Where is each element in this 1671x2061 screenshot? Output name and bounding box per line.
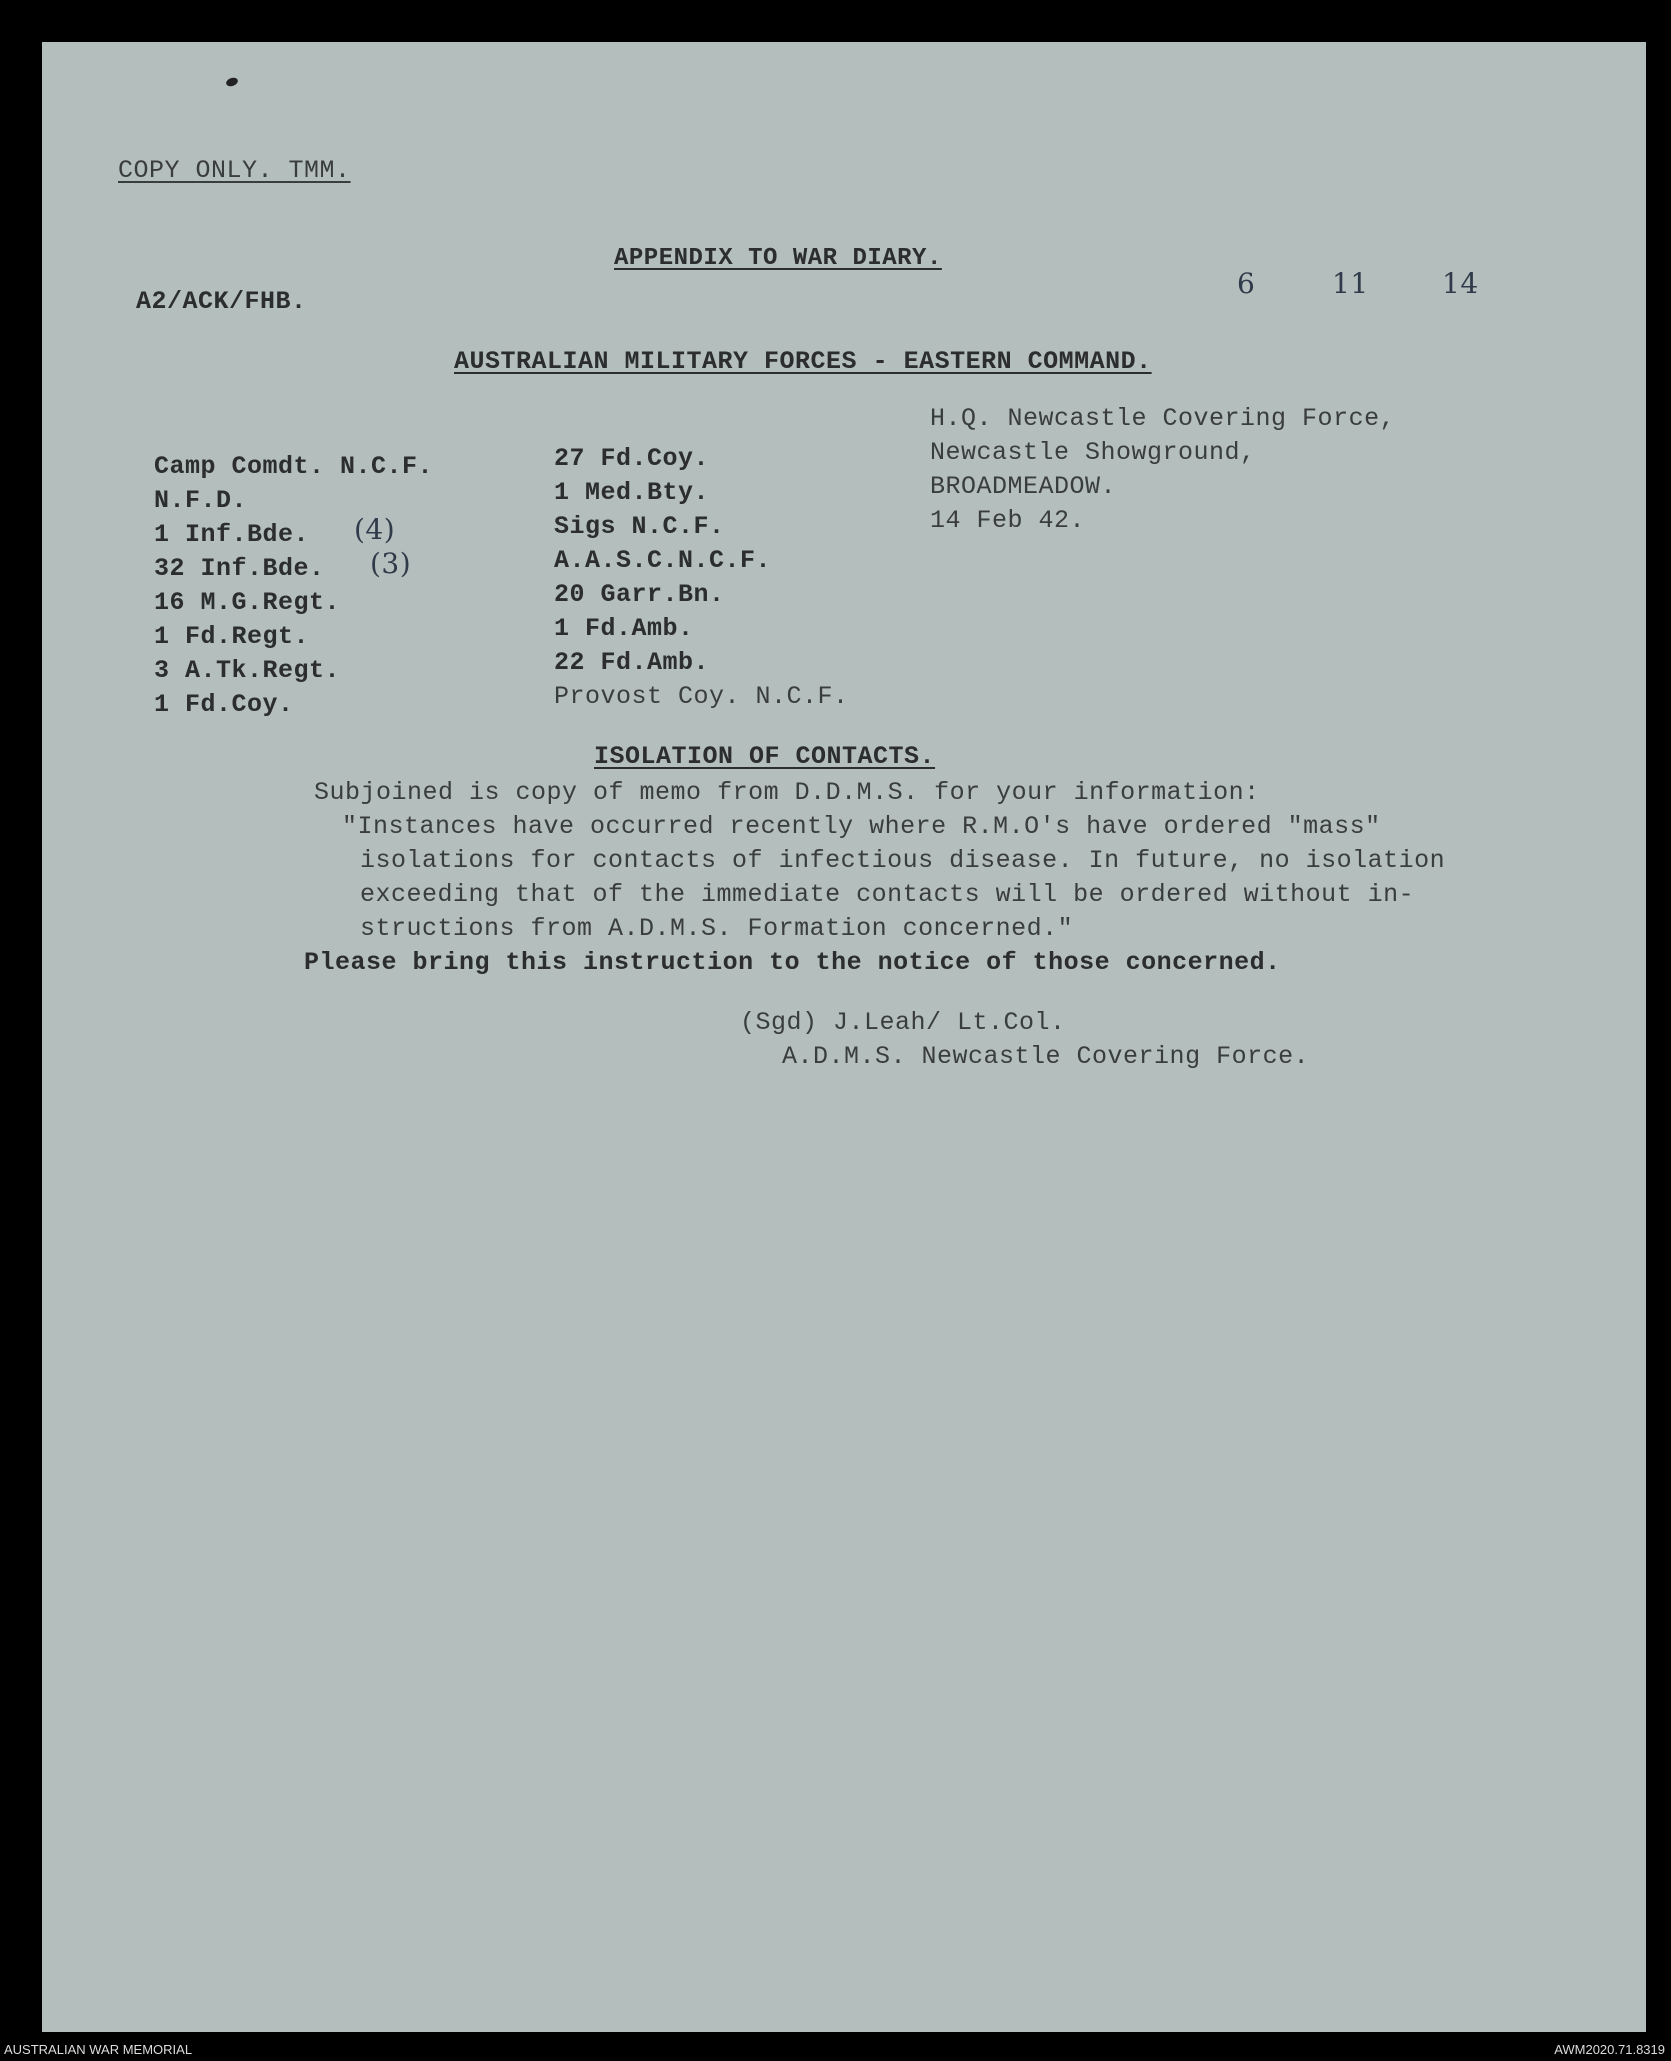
handwritten-annotation: (3) [370,547,412,580]
signature-line-1: (Sgd) J.Leah/ Lt.Col. [740,1008,1066,1037]
address-line-2: Newcastle Showground, [930,438,1256,467]
organisation-title: AUSTRALIAN MILITARY FORCES - EASTERN COMMAND. [454,347,1152,376]
footer-reference-id: AWM2020.71.8319 [1554,2042,1665,2057]
ink-blot [225,76,239,88]
document-heading: APPENDIX TO WAR DIARY. [614,245,942,272]
distribution-right-item: Provost Coy. N.C.F. [554,682,849,711]
handwritten-number-3: 14 [1442,267,1479,300]
memo-quote-line: isolations for contacts of infectious disease. In future, no isolation [360,846,1446,875]
distribution-left-item: 1 Inf.Bde. [154,520,310,549]
distribution-right-item: 27 Fd.Coy. [554,444,710,473]
copy-note: COPY ONLY. TMM. [118,156,351,185]
distribution-right-item: 20 Garr.Bn. [554,580,725,609]
distribution-left-item: Camp Comdt. N.C.F. [154,452,434,481]
memo-quote-line: structions from A.D.M.S. Formation concerned." [360,914,1074,943]
subject-heading: ISOLATION OF CONTACTS. [594,742,936,771]
distribution-left-item: 16 M.G.Regt. [154,588,341,617]
distribution-right-item: 1 Med.Bty. [554,478,710,507]
distribution-left-item: 1 Fd.Regt. [154,622,310,651]
memo-quote-line: "Instances have occurred recently where R.M.O's have ordered "mass" [342,812,1381,841]
footer-archive-name: AUSTRALIAN WAR MEMORIAL [4,2042,193,2057]
memo-quote-line: exceeding that of the immediate contacts will be ordered without in- [360,880,1415,909]
handwritten-number-2: 11 [1332,267,1369,300]
distribution-left-item: 32 Inf.Bde. [154,554,325,583]
distribution-right-item: 22 Fd.Amb. [554,648,710,677]
distribution-left-item: 3 A.Tk.Regt. [154,656,341,685]
distribution-left-item: N.F.D. [154,486,248,515]
distribution-right-item: 1 Fd.Amb. [554,614,694,643]
address-date: 14 Feb 42. [930,506,1086,535]
document-page [42,42,1646,2032]
address-line-1: H.Q. Newcastle Covering Force, [930,404,1396,433]
address-line-3: BROADMEADOW. [930,472,1117,501]
memo-intro: Subjoined is copy of memo from D.D.M.S. for your information: [314,778,1260,807]
handwritten-annotation: (4) [354,513,396,546]
distribution-right-item: A.A.S.C.N.C.F. [554,546,772,575]
distribution-left-item: 1 Fd.Coy. [154,690,294,719]
handwritten-number-1: 6 [1237,267,1256,300]
distribution-right-item: Sigs N.C.F. [554,512,725,541]
memo-closing: Please bring this instruction to the notice of those concerned. [304,948,1281,977]
reference-number: A2/ACK/FHB. [136,287,307,316]
signature-line-2: A.D.M.S. Newcastle Covering Force. [782,1042,1310,1071]
